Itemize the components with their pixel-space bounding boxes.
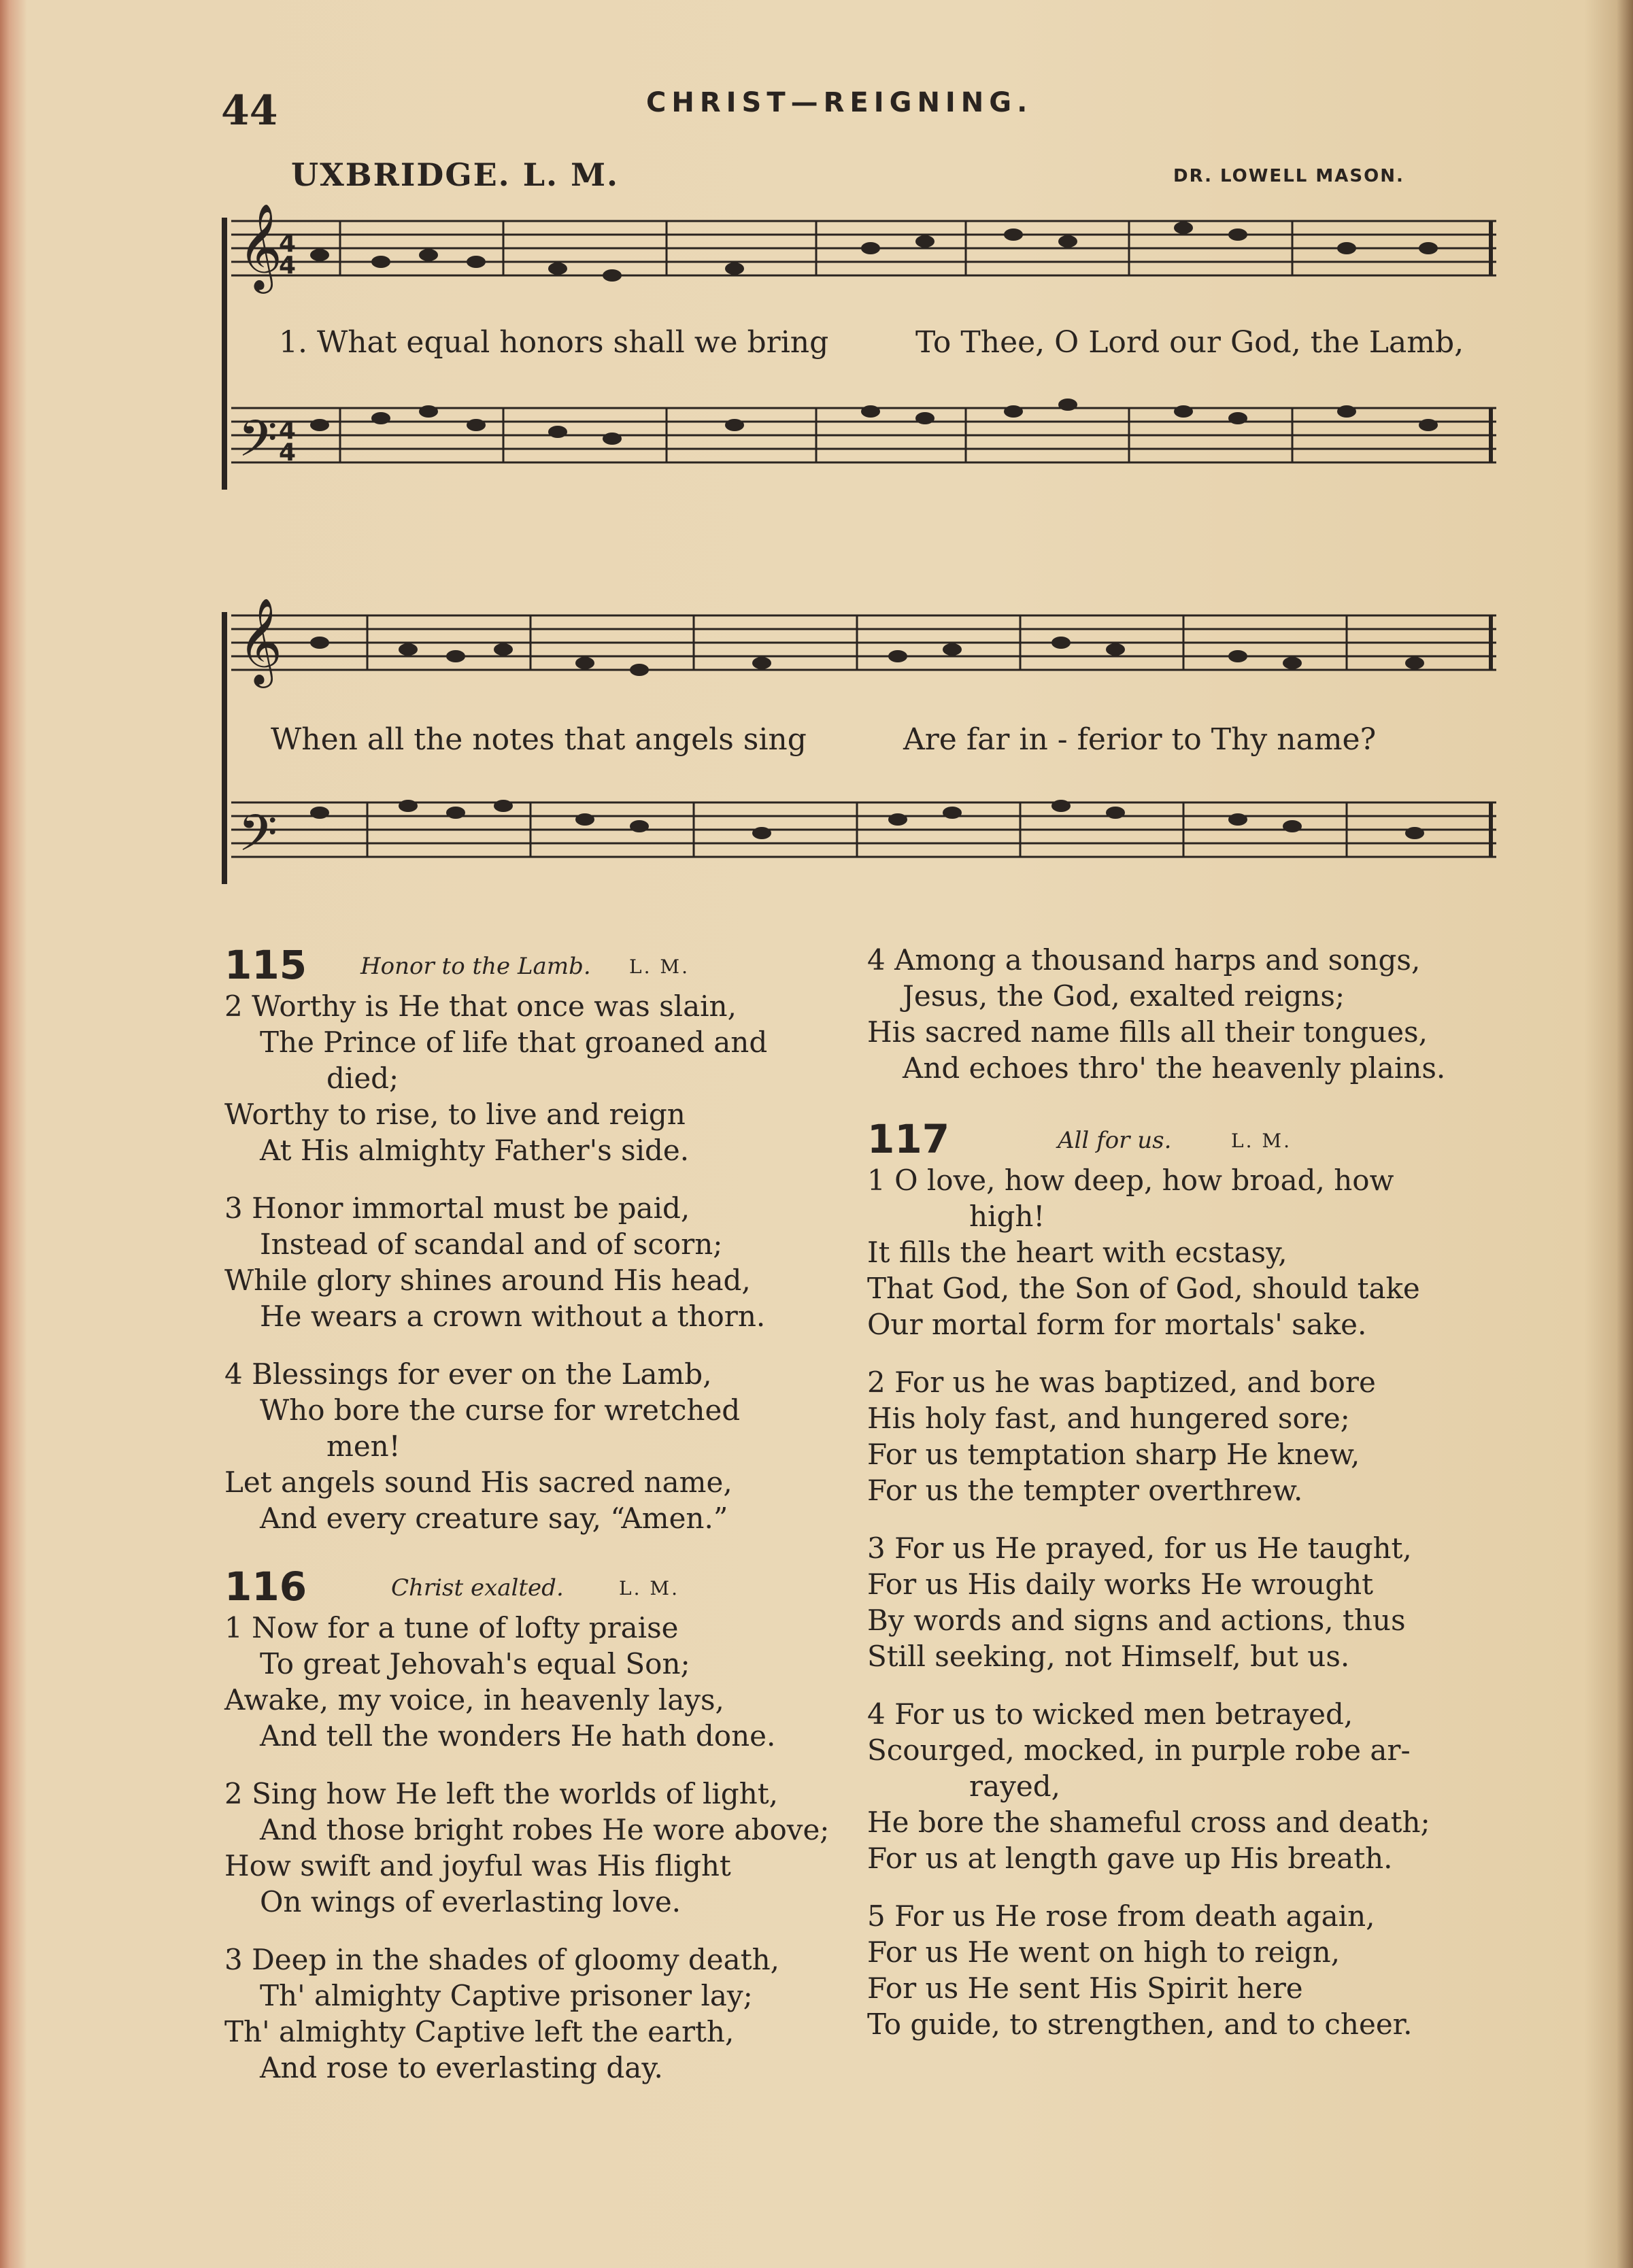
verse-line: For us the tempter overthrew. (867, 1474, 1303, 1507)
svg-text:4: 4 (279, 417, 297, 445)
hymn-115 (224, 942, 837, 1536)
verse-line: For us His daily works He wrought (867, 1568, 1374, 1601)
hymn-header (867, 1116, 1479, 1162)
svg-text:4: 4 (279, 230, 297, 258)
hymn-116 (224, 1563, 837, 2086)
stanza (224, 1356, 837, 1536)
hymn-117 (867, 1116, 1479, 2042)
verse-line: Worthy to rise, to live and reign (224, 1098, 686, 1131)
verse-line: 1 O love, how deep, how broad, how (867, 1164, 1394, 1197)
verse-line: rayed, (969, 1770, 1060, 1803)
verse-line: 4 Among a thousand harps and songs, (867, 943, 1421, 977)
verse-line: To great Jehovah's equal Son; (260, 1647, 690, 1680)
verse-line: 3 For us He prayed, for us He taught, (867, 1531, 1412, 1565)
stanza (867, 1898, 1479, 2042)
verse-line: died; (326, 1062, 399, 1095)
stanza (224, 1942, 837, 2086)
verse-line: 2 For us he was baptized, and bore (867, 1366, 1376, 1399)
verse-line: And rose to everlasting day. (260, 2051, 663, 2084)
verse-line: The Prince of life that groaned and (260, 1026, 768, 1059)
lyric-line-2: When all the notes that angels sing (271, 722, 807, 757)
verse-line: His sacred name fills all their tongues, (867, 1015, 1428, 1049)
verse-line: At His almighty Father's side. (260, 1134, 690, 1167)
svg-text:4: 4 (279, 252, 297, 280)
svg-text:𝄢: 𝄢 (238, 409, 277, 481)
stanza (224, 988, 837, 1168)
composer: DR. LOWELL MASON. (1173, 166, 1404, 186)
stanza (867, 1162, 1479, 1342)
lyric-line-2b: Are far in - ferior to Thy name? (903, 722, 1377, 757)
hymn-title: Christ exalted. (391, 1574, 564, 1602)
verse-line: 5 For us He rose from death again, (867, 1899, 1375, 1933)
stanza (867, 1530, 1479, 1674)
hymn-title: Honor to the Lamb. (360, 953, 591, 980)
verse-line: Awake, my voice, in heavenly lays, (224, 1683, 724, 1716)
hymn-115-continued (867, 942, 1479, 1086)
hymn-header (224, 942, 837, 988)
hymn-header (224, 1563, 837, 1610)
svg-text:𝄞: 𝄞 (238, 204, 283, 290)
verse-line: And every creature say, “Amen.” (260, 1502, 728, 1535)
verse-line: For us temptation sharp He knew, (867, 1438, 1360, 1471)
verse-line: 3 Honor immortal must be paid, (224, 1191, 690, 1225)
running-title: CHRIST—REIGNING. (646, 87, 1033, 118)
verse-line: men! (326, 1429, 401, 1463)
verse-line: And echoes thro' the heavenly plains. (903, 1051, 1446, 1085)
hymn-title: All for us. (1058, 1127, 1172, 1154)
svg-text:𝄞: 𝄞 (238, 598, 283, 684)
hymn-meter: L. M. (619, 1577, 679, 1600)
verse-line: By words and signs and actions, thus (867, 1604, 1406, 1637)
verse-line: To guide, to strengthen, and to cheer. (867, 2008, 1413, 2041)
verse-line: And tell the wonders He hath done. (260, 1719, 776, 1753)
verse-line: He bore the shameful cross and death; (867, 1806, 1430, 1839)
verse-line: Th' almighty Captive prisoner lay; (260, 1979, 753, 2012)
verse-line: Scourged, mocked, in purple robe ar- (867, 1733, 1411, 1767)
verse-line: high! (969, 1200, 1045, 1233)
verse-line: Still seeking, not Himself, but us. (867, 1640, 1350, 1673)
lyric-line-1: 1. What equal honors shall we bring (279, 325, 829, 360)
svg-text:𝄢: 𝄢 (238, 804, 277, 875)
tune-name: UXBRIDGE. L. M. (291, 156, 620, 193)
verse-line: While glory shines around His head, (224, 1264, 751, 1297)
verse-line: For us at length gave up His breath. (867, 1842, 1393, 1875)
verse-line: For us He went on high to reign, (867, 1935, 1341, 1969)
verse-line: That God, the Son of God, should take (867, 1272, 1420, 1305)
verse-line: 1 Now for a tune of lofty praise (224, 1611, 679, 1644)
verse-line: Th' almighty Captive left the earth, (224, 2015, 735, 2048)
verse-line: 3 Deep in the shades of gloomy death, (224, 1943, 779, 1976)
right-column (867, 942, 1479, 2068)
verse-line: And those bright robes He wore above; (260, 1813, 830, 1846)
verse-line: 2 Worthy is He that once was slain, (224, 989, 737, 1023)
hymn-meter: L. M. (629, 955, 690, 978)
stanza (224, 1610, 837, 1754)
page-number: 44 (221, 87, 278, 135)
hymn-number: 115 (224, 942, 307, 988)
stanza (224, 1190, 837, 1334)
svg-text:4: 4 (279, 439, 297, 467)
hymn-meter: L. M. (1231, 1130, 1292, 1152)
verse-line: Instead of scandal and of scorn; (260, 1228, 723, 1261)
verse-line: How swift and joyful was His flight (224, 1849, 731, 1882)
verse-line: Who bore the curse for wretched (260, 1393, 741, 1427)
verse-line: Jesus, the God, exalted reigns; (903, 979, 1345, 1013)
verse-line: On wings of everlasting love. (260, 1885, 681, 1918)
lyric-line-1b: To Thee, O Lord our God, the Lamb, (915, 325, 1464, 360)
verse-line: Our mortal form for mortals' sake. (867, 1308, 1367, 1341)
left-column (224, 942, 837, 2112)
verse-line: For us He sent His Spirit here (867, 1971, 1303, 2005)
stanza (224, 1776, 837, 1920)
verse-line: Let angels sound His sacred name, (224, 1466, 733, 1499)
verse-line: He wears a crown without a thorn. (260, 1300, 766, 1333)
verse-line: 4 For us to wicked men betrayed, (867, 1697, 1353, 1731)
verse-line: 4 Blessings for ever on the Lamb, (224, 1357, 712, 1391)
running-head (0, 80, 1633, 135)
stanza (867, 942, 1479, 1086)
hymn-number: 117 (867, 1116, 950, 1162)
hymn-number: 116 (224, 1563, 307, 1610)
verse-line: 2 Sing how He left the worlds of light, (224, 1777, 778, 1810)
stanza (867, 1696, 1479, 1876)
verse-line: It fills the heart with ecstasy, (867, 1236, 1287, 1269)
stanza (867, 1364, 1479, 1508)
verse-line: His holy fast, and hungered sore; (867, 1402, 1350, 1435)
